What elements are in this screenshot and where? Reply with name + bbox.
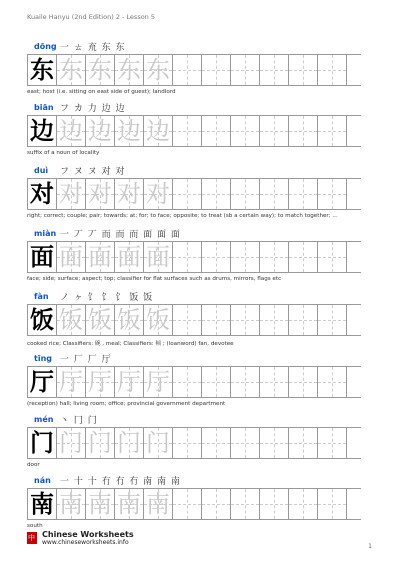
- practice-cell[interactable]: [231, 242, 260, 272]
- meaning: east; host (i.e. sitting on east side of guest); landlord: [27, 89, 176, 95]
- character-entry: [27, 40, 361, 95]
- model-cell: [28, 242, 57, 272]
- practice-cell[interactable]: [231, 428, 260, 458]
- stroke-order: ノ ヶ 饣 饣 饣 饭 饭: [60, 293, 154, 303]
- practice-cell[interactable]: [173, 179, 202, 209]
- trace-character: 东: [117, 56, 141, 84]
- practice-cell[interactable]: [231, 116, 260, 146]
- stroke-order: 一 十 十 冇 冇 冇 南 南 南: [60, 477, 181, 487]
- meaning: suffix of a noun of locality: [27, 150, 100, 156]
- trace-character: 东: [88, 56, 112, 84]
- practice-grid: [27, 54, 361, 86]
- practice-cell[interactable]: [144, 55, 173, 85]
- practice-cell[interactable]: [260, 489, 289, 519]
- practice-cell[interactable]: [115, 242, 144, 272]
- practice-cell[interactable]: [318, 55, 347, 85]
- practice-cell[interactable]: [115, 305, 144, 335]
- trace-character: 对: [146, 180, 170, 208]
- trace-character: 面: [88, 243, 112, 271]
- practice-cell[interactable]: [202, 367, 231, 397]
- trace-character: 面: [59, 243, 83, 271]
- trace-character: 门: [59, 429, 83, 457]
- practice-cell[interactable]: [289, 116, 318, 146]
- page-number: 1: [368, 543, 372, 550]
- model-character: 饭: [30, 306, 54, 334]
- footer-logo: [27, 530, 134, 546]
- model-cell: [28, 367, 57, 397]
- character-entry: [27, 164, 361, 219]
- practice-cell[interactable]: [57, 428, 86, 458]
- pinyin: nán: [34, 476, 51, 485]
- trace-character: 对: [88, 180, 112, 208]
- model-cell: [28, 116, 57, 146]
- pinyin: miàn: [34, 229, 57, 238]
- practice-cell[interactable]: [289, 428, 318, 458]
- model-cell: [28, 55, 57, 85]
- trace-character: 南: [117, 490, 141, 518]
- practice-grid: [27, 241, 361, 273]
- practice-cell[interactable]: [260, 305, 289, 335]
- character-entry: [27, 101, 361, 156]
- character-entry: [27, 290, 361, 347]
- practice-cell[interactable]: [202, 489, 231, 519]
- trace-character: 边: [117, 117, 141, 145]
- practice-cell[interactable]: [144, 242, 173, 272]
- practice-cell[interactable]: [57, 305, 86, 335]
- practice-cell[interactable]: [289, 242, 318, 272]
- trace-character: 饭: [88, 306, 112, 334]
- practice-cell[interactable]: [173, 242, 202, 272]
- practice-cell[interactable]: [86, 116, 115, 146]
- practice-cell[interactable]: [57, 179, 86, 209]
- practice-cell[interactable]: [144, 367, 173, 397]
- model-cell: [28, 489, 57, 519]
- practice-cell[interactable]: [86, 367, 115, 397]
- practice-cell[interactable]: [144, 116, 173, 146]
- practice-grid: [27, 366, 361, 398]
- practice-grid: [27, 304, 361, 336]
- brand-name: Chinese Worksheets: [42, 530, 134, 539]
- practice-cell[interactable]: [260, 242, 289, 272]
- practice-cell[interactable]: [318, 428, 347, 458]
- trace-character: 厅: [146, 368, 170, 396]
- meaning: door: [27, 462, 40, 468]
- practice-cell[interactable]: [260, 367, 289, 397]
- character-entry: [27, 227, 361, 282]
- trace-character: 南: [59, 490, 83, 518]
- model-cell: [28, 305, 57, 335]
- practice-cell[interactable]: [86, 179, 115, 209]
- practice-grid: [27, 178, 361, 210]
- model-character: 边: [30, 117, 54, 145]
- practice-cell[interactable]: [231, 367, 260, 397]
- stroke-order: フ カ 力 边 边: [60, 104, 126, 114]
- practice-cell[interactable]: [144, 305, 173, 335]
- pinyin: dōng: [34, 42, 57, 51]
- character-entry: [27, 474, 361, 529]
- meaning: cooked rice; Classifiers: 碗 , meal; Classifiers: 顿 ; (loanword) fan, devotee: [27, 341, 234, 347]
- model-character: 东: [30, 56, 54, 84]
- practice-cell[interactable]: [260, 179, 289, 209]
- practice-cell[interactable]: [173, 489, 202, 519]
- stroke-order: フ ヌ ヌ 对 对: [60, 167, 126, 177]
- practice-cell[interactable]: [173, 55, 202, 85]
- practice-cell[interactable]: [86, 242, 115, 272]
- practice-cell[interactable]: [57, 242, 86, 272]
- model-character: 厅: [30, 368, 54, 396]
- practice-cell[interactable]: [86, 305, 115, 335]
- pinyin: mén: [34, 415, 54, 424]
- meaning: south: [27, 523, 43, 529]
- practice-cell[interactable]: [57, 489, 86, 519]
- stroke-order: 一 ㄊ 㐬 东 东: [60, 43, 126, 53]
- trace-character: 面: [117, 243, 141, 271]
- practice-cell[interactable]: [86, 489, 115, 519]
- character-entry: [27, 352, 361, 407]
- trace-character: 厅: [117, 368, 141, 396]
- practice-cell[interactable]: [115, 428, 144, 458]
- practice-cell[interactable]: [289, 489, 318, 519]
- practice-cell[interactable]: [202, 242, 231, 272]
- practice-cell[interactable]: [144, 489, 173, 519]
- worksheet-header: Kuaile Hanyu (2nd Edition) 2 - Lesson 5: [27, 13, 156, 21]
- meaning: (reception) hall; living room; office; provincial government department: [27, 401, 226, 407]
- practice-cell[interactable]: [318, 489, 347, 519]
- practice-cell[interactable]: [260, 55, 289, 85]
- practice-cell[interactable]: [115, 367, 144, 397]
- practice-grid: [27, 488, 361, 520]
- trace-character: 边: [59, 117, 83, 145]
- trace-character: 对: [59, 180, 83, 208]
- logo-icon: [27, 532, 37, 544]
- stroke-order: 一 厂 厂 厅: [60, 355, 112, 365]
- pinyin: biān: [34, 103, 54, 112]
- trace-character: 东: [59, 56, 83, 84]
- practice-cell[interactable]: [115, 55, 144, 85]
- practice-cell[interactable]: [318, 179, 347, 209]
- practice-cell[interactable]: [289, 179, 318, 209]
- trace-character: 饭: [146, 306, 170, 334]
- practice-cell[interactable]: [115, 489, 144, 519]
- pinyin: duì: [34, 166, 49, 175]
- trace-character: 对: [117, 180, 141, 208]
- practice-cell[interactable]: [173, 305, 202, 335]
- practice-cell[interactable]: [231, 179, 260, 209]
- trace-character: 面: [146, 243, 170, 271]
- trace-character: 门: [117, 429, 141, 457]
- brand-url: www.chineseworksheets.info: [42, 539, 129, 546]
- practice-cell[interactable]: [173, 428, 202, 458]
- practice-cell[interactable]: [173, 367, 202, 397]
- practice-cell[interactable]: [86, 428, 115, 458]
- trace-character: 门: [146, 429, 170, 457]
- trace-character: 南: [88, 490, 112, 518]
- practice-cell[interactable]: [260, 428, 289, 458]
- model-cell: [28, 179, 57, 209]
- trace-character: 边: [146, 117, 170, 145]
- trace-character: 饭: [117, 306, 141, 334]
- trace-character: 东: [146, 56, 170, 84]
- practice-cell[interactable]: [202, 305, 231, 335]
- trace-character: 南: [146, 490, 170, 518]
- practice-cell[interactable]: [173, 116, 202, 146]
- practice-cell[interactable]: [318, 305, 347, 335]
- practice-cell[interactable]: [115, 179, 144, 209]
- model-cell: [28, 428, 57, 458]
- practice-cell[interactable]: [202, 116, 231, 146]
- practice-cell[interactable]: [231, 305, 260, 335]
- practice-cell[interactable]: [318, 116, 347, 146]
- pinyin: fàn: [34, 292, 49, 301]
- trace-character: 边: [88, 117, 112, 145]
- model-character: 对: [30, 180, 54, 208]
- practice-cell[interactable]: [57, 116, 86, 146]
- practice-cell[interactable]: [57, 55, 86, 85]
- practice-cell[interactable]: [318, 367, 347, 397]
- stroke-order: 丶 冂 门: [60, 416, 98, 426]
- practice-cell[interactable]: [202, 428, 231, 458]
- model-character: 门: [30, 429, 54, 457]
- practice-cell[interactable]: [202, 55, 231, 85]
- practice-cell[interactable]: [86, 55, 115, 85]
- model-character: 南: [30, 490, 54, 518]
- practice-cell[interactable]: [144, 428, 173, 458]
- model-character: 面: [30, 243, 54, 271]
- practice-cell[interactable]: [318, 242, 347, 272]
- trace-character: 饭: [59, 306, 83, 334]
- practice-cell[interactable]: [289, 367, 318, 397]
- practice-grid: [27, 427, 361, 459]
- practice-cell[interactable]: [231, 55, 260, 85]
- practice-cell[interactable]: [144, 179, 173, 209]
- practice-cell[interactable]: [231, 489, 260, 519]
- meaning: face; side; surface; aspect; top; classifier for flat surfaces such as drums, mirrors, flags etc: [27, 276, 282, 282]
- practice-cell[interactable]: [57, 367, 86, 397]
- meaning: right; correct; couple; pair; towards; at; for; to face; opposite; to treat (sb a certain way); to match together; ...: [27, 213, 338, 219]
- character-entry: [27, 413, 361, 468]
- practice-cell[interactable]: [289, 55, 318, 85]
- pinyin: tīng: [34, 354, 52, 363]
- practice-grid: [27, 115, 361, 147]
- trace-character: 门: [88, 429, 112, 457]
- trace-character: 厅: [88, 368, 112, 396]
- practice-cell[interactable]: [202, 179, 231, 209]
- practice-cell[interactable]: [115, 116, 144, 146]
- trace-character: 厅: [59, 368, 83, 396]
- practice-cell[interactable]: [289, 305, 318, 335]
- stroke-order: 一 丆 丆 而 而 而 面 面 面: [60, 230, 181, 240]
- practice-cell[interactable]: [260, 116, 289, 146]
